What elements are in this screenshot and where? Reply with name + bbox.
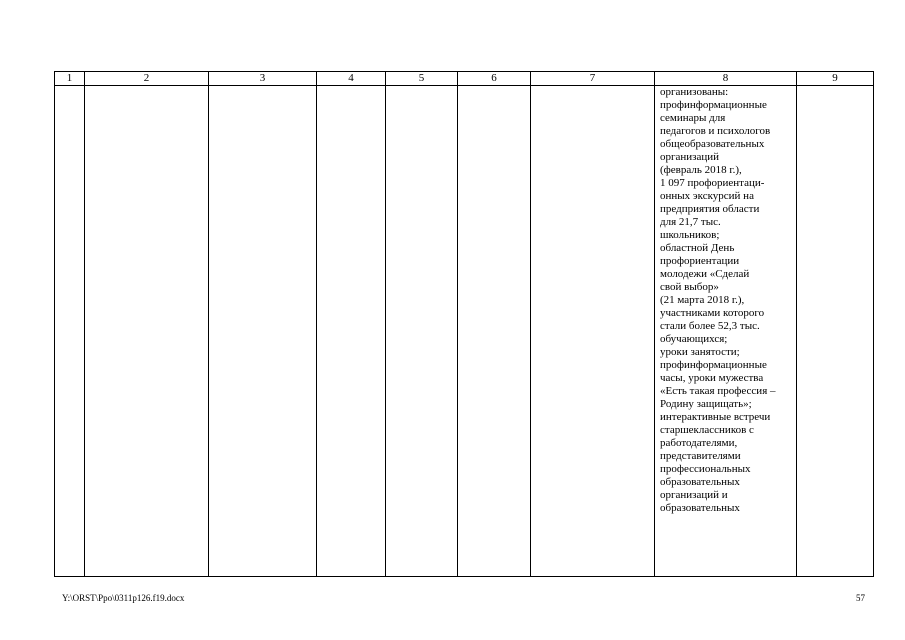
cell-col-2 xyxy=(85,86,209,577)
cell-col-4 xyxy=(317,86,386,577)
header-cell-9: 9 xyxy=(797,72,874,86)
cell-col-6 xyxy=(458,86,531,577)
table-row xyxy=(55,86,874,577)
cell-col-9 xyxy=(797,86,874,577)
report-table xyxy=(54,71,874,577)
footer-file-path: Y:\ORST\Ppo\0311p126.f19.docx xyxy=(62,593,185,603)
cell-col-1 xyxy=(55,86,85,577)
header-cell-5: 5 xyxy=(386,72,458,86)
header-cell-7: 7 xyxy=(531,72,655,86)
header-cell-6: 6 xyxy=(458,72,531,86)
page-number: 57 xyxy=(856,593,865,603)
cell-col-3 xyxy=(209,86,317,577)
header-cell-3: 3 xyxy=(209,72,317,86)
header-cell-8: 8 xyxy=(655,72,797,86)
table-header-row xyxy=(55,72,874,86)
header-cell-2: 2 xyxy=(85,72,209,86)
header-cell-1: 1 xyxy=(55,72,85,86)
header-cell-4: 4 xyxy=(317,72,386,86)
cell-col-5 xyxy=(386,86,458,577)
cell-col-7 xyxy=(531,86,655,577)
cell-col-8 xyxy=(655,86,797,577)
activity-description: организованы: профинформационные семинары для педагогов и психологов общеобразовательных организаций (февраль 2018 г.), 1 097 профориентаци- онных экскурсий на предприятия области для 21,7 тыс. школьников; областной День профориентации молодежи «Сделай свой выбор» (21 марта 2018 г.), участниками которого стали более 52,3 тыс. обучающихся; уроки занятости; профинформационные часы, уроки мужества «Есть такая профессия – Родину защищать»; интерактивные встречи старшеклассников с работодателями, представителями профессиональных образовательных организаций и образовательных xyxy=(660,86,776,514)
